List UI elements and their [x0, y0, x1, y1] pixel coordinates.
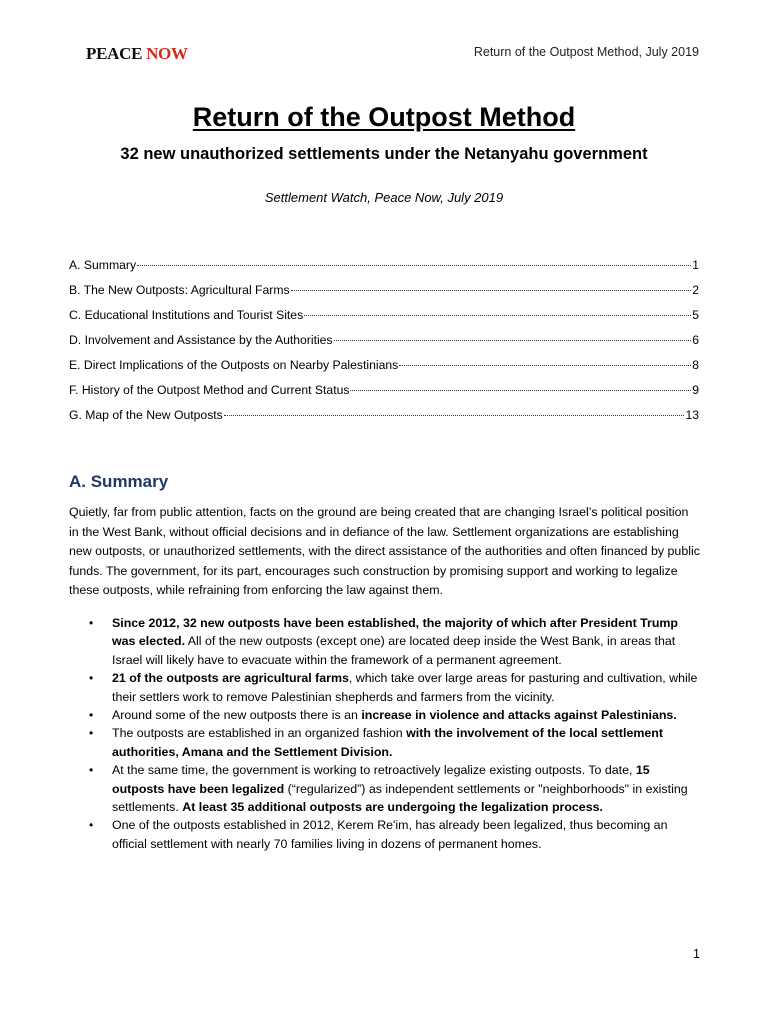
document-title: Return of the Outpost Method [192, 102, 576, 132]
bullet-text-bold: At least 35 additional outposts are undergoing the legalization process. [182, 800, 603, 815]
running-header: Return of the Outpost Method, July 2019 [473, 45, 699, 59]
toc-entry-page: 8 [692, 358, 699, 372]
summary-bullet [69, 816, 701, 853]
bullet-text-bold: 15 outposts have been legalized [112, 763, 650, 796]
toc-dot-leader [304, 315, 691, 316]
summary-bullet [69, 761, 701, 816]
bullet-text-bold: Since 2012, 32 new outposts have been established, the majority of which after President Trump was elected. [112, 616, 678, 649]
summary-paragraph: Quietly, far from public attention, facts on the ground are being created that are changing Israel’s political position in the West Bank, without official decisions and in defiance of the law. Settlement organizations are establishing new outposts, or unauthorized settlements, with the direct assistance of the authorities and often financed by public funds. The government, for its part, encourages such construction by promising support and working to legalize these outposts, while refraining from enforcing the law against them. [69, 505, 700, 597]
toc-entry-page: 6 [692, 333, 699, 347]
toc-dot-leader [399, 365, 691, 366]
document-byline: Settlement Watch, Peace Now, July 2019 [264, 190, 504, 205]
toc-entry-page: 1 [692, 258, 699, 272]
toc-dot-leader [224, 415, 685, 416]
peace-now-logo [86, 44, 188, 64]
toc-entry-page: 9 [692, 383, 699, 397]
toc-entry-label: C. Educational Institutions and Tourist Sites [69, 308, 304, 322]
toc-entry-label: B. The New Outposts: Agricultural Farms [69, 283, 290, 297]
toc-entry[interactable] [69, 408, 699, 433]
toc-dot-leader [350, 390, 691, 391]
bullet-text: Around some of the new outposts there is an [112, 708, 362, 723]
toc-entry[interactable] [69, 333, 699, 358]
page-number: 1 [693, 947, 700, 961]
bullet-text-bold: 21 of the outposts are agricultural farms [112, 671, 349, 686]
table-of-contents [69, 258, 699, 433]
toc-entry-label: G. Map of the New Outposts [69, 408, 223, 422]
bullet-icon: • [89, 818, 94, 833]
toc-entry-label: E. Direct Implications of the Outposts on Nearby Palestinians [69, 358, 399, 372]
summary-bullet [69, 706, 701, 724]
toc-entry[interactable] [69, 308, 699, 333]
toc-entry-page: 2 [692, 283, 699, 297]
summary-bullet [69, 614, 701, 669]
logo-peace-text: PEACE [86, 44, 143, 63]
bullet-text: One of the outposts established in 2012, Kerem Re'im, has already been legalized, thus becoming an official settlement with nearly 70 families living in dozens of permanent homes. [112, 818, 668, 851]
bullet-icon: • [89, 671, 94, 686]
bullet-text: All of the new outposts (except one) are located deep inside the West Bank, in areas that Israel will likely have to evacuate within the framework of a permanent agreement. [112, 634, 676, 667]
bullet-icon: • [89, 616, 94, 630]
bullet-text: , which take over large areas for pasturing and cultivation, while their settlers work to remove Palestinian shepherds and farmers from the vicinity. [112, 671, 698, 704]
toc-entry[interactable] [69, 283, 699, 308]
toc-entry-label: F. History of the Outpost Method and Current Status [69, 383, 350, 397]
summary-bullet [69, 669, 701, 706]
toc-entry[interactable] [69, 258, 699, 283]
bullet-icon: • [89, 726, 94, 741]
summary-bullet-list [69, 614, 701, 853]
bullet-text: The outposts are established in an organized fashion [112, 726, 407, 741]
bullet-text: (“regularized”) as independent settlements or "neighborhoods" in existing settlements. [112, 781, 688, 815]
toc-dot-leader [334, 340, 692, 341]
bullet-icon: • [89, 763, 94, 778]
toc-entry-page: 5 [692, 308, 699, 322]
toc-dot-leader [291, 290, 692, 291]
toc-entry-label: A. Summary [69, 258, 137, 272]
summary-bullet [69, 724, 701, 761]
bullet-icon: • [89, 708, 94, 723]
toc-entry[interactable] [69, 383, 699, 408]
toc-entry-label: D. Involvement and Assistance by the Authorities [69, 333, 333, 347]
toc-entry-page: 13 [685, 408, 699, 422]
bullet-text-bold: with the involvement of the local settlement authorities, Amana and the Settlement Division. [112, 726, 663, 759]
toc-entry[interactable] [69, 358, 699, 383]
section-heading-summary: A. Summary [69, 472, 169, 491]
bullet-text-bold: increase in violence and attacks against Palestinians. [361, 708, 677, 723]
document-subtitle: 32 new unauthorized settlements under the Netanyahu government [120, 145, 648, 163]
toc-dot-leader [137, 265, 691, 266]
bullet-text: At the same time, the government is working to retroactively legalize existing outposts. To date, [112, 763, 636, 778]
logo-now-text: NOW [146, 44, 188, 63]
